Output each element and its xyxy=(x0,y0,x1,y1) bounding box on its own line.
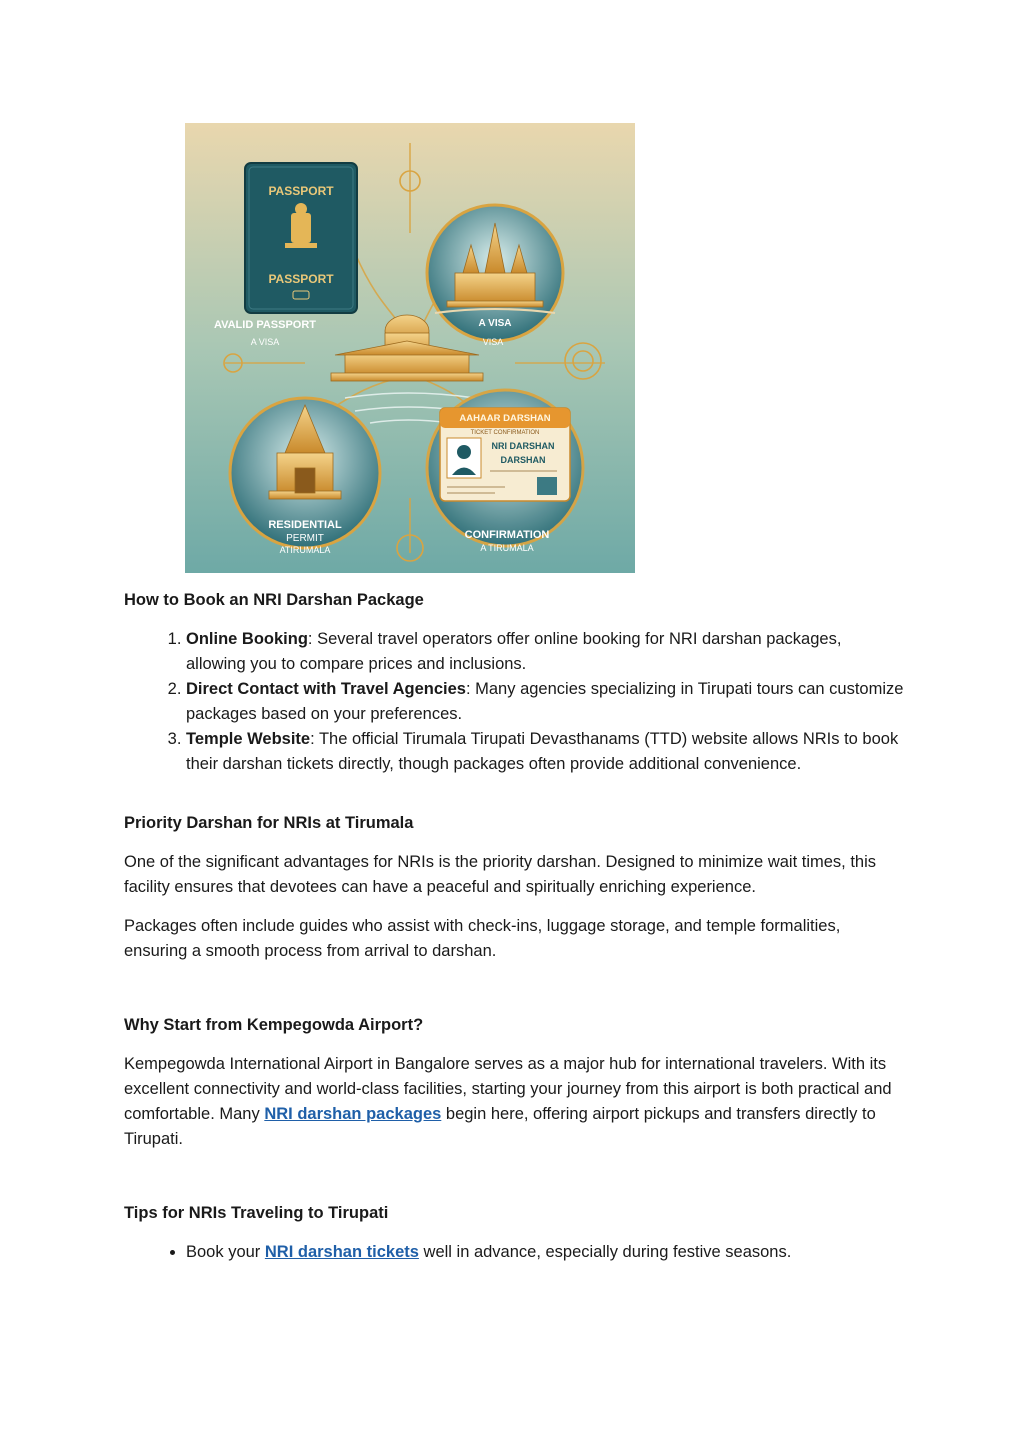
heading-why-kempegowda: Why Start from Kempegowda Airport? xyxy=(124,1016,424,1034)
list-item xyxy=(186,1240,904,1265)
list-item-text: Book your xyxy=(186,1243,265,1261)
list-item xyxy=(186,677,904,727)
temple-circle-top-right xyxy=(427,205,563,341)
nri-darshan-packages-link[interactable]: NRI darshan packages xyxy=(264,1105,442,1123)
list-item-bold: Temple Website xyxy=(186,730,311,748)
label-a-visa-circle: A VISA xyxy=(478,318,512,329)
list-item-bold: Direct Contact with Travel Agencies xyxy=(186,680,466,698)
heading-tips: Tips for NRIs Traveling to Tirupati xyxy=(124,1204,389,1222)
ticket-card-graphic xyxy=(440,408,570,501)
spacer xyxy=(124,964,904,1013)
card-title-line-1: NRI DARSHAN xyxy=(491,441,555,451)
booking-methods-list xyxy=(124,627,904,777)
spacer xyxy=(124,777,904,811)
list-item-text: : Several travel operators offer online booking for NRI darshan packages, allowing you to compare prices and inclusions. xyxy=(186,630,842,673)
article-content xyxy=(124,588,904,1265)
tips-list xyxy=(124,1240,904,1265)
spacer xyxy=(124,1152,904,1201)
label-residential: RESIDENTIAL xyxy=(268,519,342,531)
label-a-tirumala: A TIRUMALA xyxy=(480,543,534,553)
card-subheader-label: TICKET CONFIRMATION xyxy=(470,430,540,436)
label-confirmation: CONFIRMATION xyxy=(464,529,550,541)
label-atirumala: ATIRUMALA xyxy=(279,545,331,555)
list-item-bold: Online Booking xyxy=(186,630,308,648)
hero-illustration xyxy=(185,123,635,573)
passport-cover-top-label: PASSPORT xyxy=(268,184,334,198)
card-header-label: AAHAAR DARSHAN xyxy=(459,413,551,424)
list-item-text: well in advance, especially during festive seasons. xyxy=(418,1243,792,1261)
label-visa: VISA xyxy=(482,337,504,347)
nri-darshan-tickets-link[interactable]: NRI darshan tickets xyxy=(264,1243,419,1261)
label-a-visa-left: A VISA xyxy=(250,337,280,347)
card-title-line-2: DARSHAN xyxy=(500,455,546,465)
heading-how-to-book: How to Book an NRI Darshan Package xyxy=(124,591,424,609)
paragraph: One of the significant advantages for NRIs is the priority darshan. Designed to minimize wait times, this facility ensures that devotees can have a peaceful and spiritually enriching experience. xyxy=(124,853,877,896)
heading-priority-darshan: Priority Darshan for NRIs at Tirumala xyxy=(124,814,414,832)
passport-graphic xyxy=(245,163,357,313)
list-item-text: : The official Tirumala Tirupati Devasthanams (TTD) website allows NRIs to book their darshan tickets directly, though packages often provide additional convenience. xyxy=(186,730,899,773)
paragraph-text: begin here, offering airport pickups and transfers directly to Tirupati. xyxy=(124,1105,876,1148)
list-item xyxy=(186,627,904,677)
list-item xyxy=(186,727,904,777)
paragraph: Packages often include guides who assist with check-ins, luggage storage, and temple formalities, ensuring a smooth process from arrival to darshan. xyxy=(124,917,841,960)
label-permit: PERMIT xyxy=(286,533,324,544)
paragraph xyxy=(124,1052,904,1152)
passport-cover-bottom-label: PASSPORT xyxy=(268,272,334,286)
paragraph-text: Kempegowda International Airport in Bangalore serves as a major hub for international travelers. With its excellent connectivity and world-class facilities, starting your journey from this airport is both practical and comfortable. Many xyxy=(124,1055,892,1123)
label-valid-passport: AVALID PASSPORT xyxy=(213,319,317,331)
list-item-text: : Many agencies specializing in Tirupati tours can customize packages based on your preferences. xyxy=(186,680,904,723)
